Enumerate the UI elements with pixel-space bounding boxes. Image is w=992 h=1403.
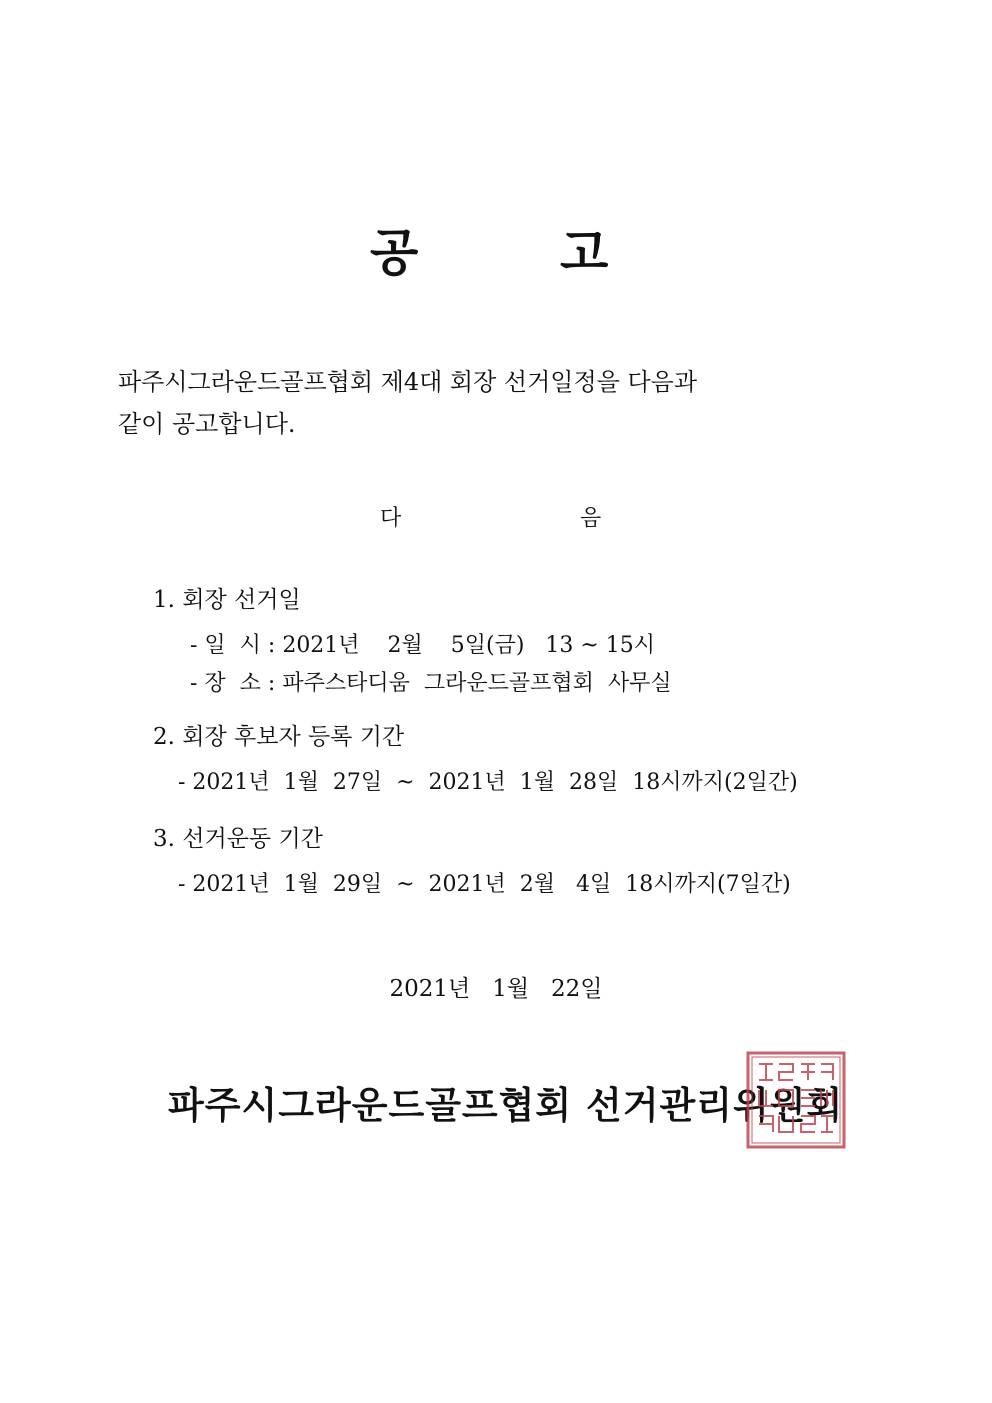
official-seal-stamp — [745, 1050, 847, 1150]
document-title — [0, 218, 992, 288]
intro-line-1: 파주시그라운드골프협회 제4대 회장 선거일정을 다음과 — [118, 368, 698, 396]
issue-date: 2021년 1월 22일 — [389, 976, 603, 1002]
section-2-line-1: - 2021년 1월 27일 ~ 2021년 1월 28일 18시까지(2일간) — [178, 770, 798, 795]
section-3-line-1: - 2021년 1월 29일 ~ 2021년 2월 4일 18시까지(7일간) — [178, 872, 791, 897]
dagum-char-2: 음 — [580, 506, 602, 531]
organization-name: 파주시그라운드골프협회 선거관리위원회 — [168, 1083, 844, 1127]
intro-line-2: 같이 공고합니다. — [118, 410, 296, 438]
section-1-line-1: - 일 시 : 2021년 2월 5일(금) 13 ~ 15시 — [190, 633, 656, 658]
dagum-char-1: 다 — [380, 506, 402, 531]
title-char-2: 고 — [560, 223, 609, 282]
section-1-line-2: - 장 소 : 파주스타디움 그라운드골프협회 사무실 — [190, 671, 672, 696]
title-char-1: 공 — [370, 223, 419, 282]
section-2-heading: 2. 회장 후보자 등록 기간 — [153, 724, 405, 750]
section-3-heading: 3. 선거운동 기간 — [153, 826, 323, 852]
dagum-heading — [0, 503, 992, 535]
section-1-heading: 1. 회장 선거일 — [153, 587, 301, 613]
